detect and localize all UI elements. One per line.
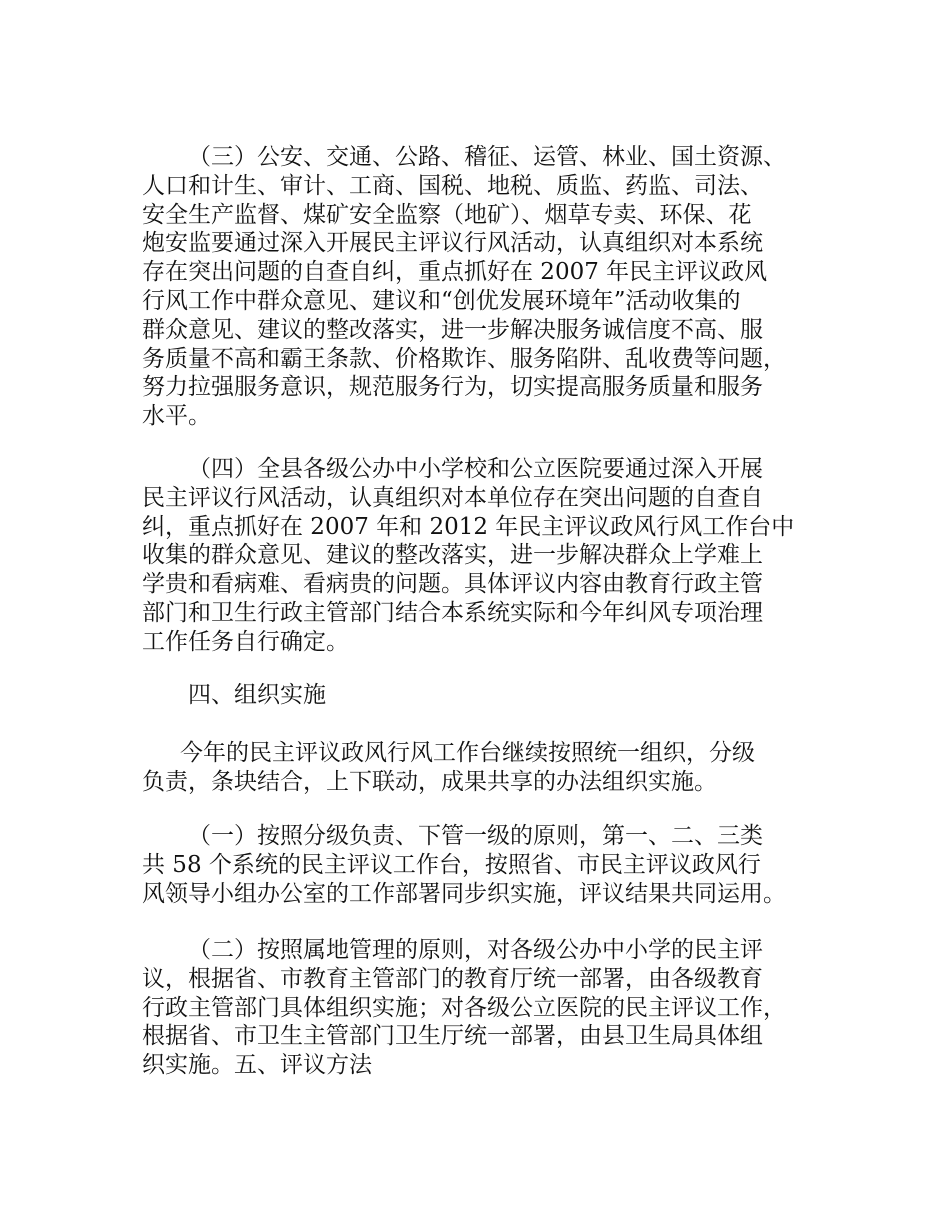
paragraph-line: 负责，条块结合，上下联动，成果共享的办法组织实施。 (142, 768, 717, 795)
paragraph-intro (142, 739, 832, 797)
paragraph-line: （二）按照属地管理的原则，对各级公办中小学的民主评 (188, 937, 763, 963)
paragraph-four (142, 455, 832, 657)
paragraph-line: （四）全县各级公办中小学校和公立医院要通过深入开展 (188, 456, 763, 482)
paragraph-line: 今年的民主评议政风行风工作台继续按照统一组织，分级 (180, 740, 755, 766)
paragraph-line: 安全生产监督、煤矿安全监察（地矿）、烟草专卖、环保、花 (142, 201, 752, 228)
heading-line: 四、组织实施 (188, 682, 326, 708)
paragraph-line: 织实施。五、评议方法 (142, 1052, 372, 1079)
paragraph-line: 纠，重点抓好在 2007 年和 2012 年民主评议政风行风工作台中 (142, 513, 795, 540)
paragraph-line: 收集的群众意见、建议的整改落实，进一步解决群众上学难上 (142, 542, 763, 569)
paragraph-line: 炮安监要通过深入开展民主评议行风活动，认真组织对本系统 (142, 230, 763, 257)
paragraph-line: 部门和卫生行政主管部门结合本系统实际和今年纠风专项治理 (142, 599, 763, 626)
paragraph-line: 务质量不高和霸王条款、价格欺诈、服务陷阱、乱收费等问题， (142, 345, 786, 372)
paragraph-line: 民主评议行风活动，认真组织对本单位存在突出问题的自查自 (142, 484, 763, 511)
paragraph-line: 根据省、市卫生主管部门卫生厅统一部署，由县卫生局具体组 (142, 1023, 763, 1050)
paragraph-line: 行政主管部门具体组织实施；对各级公立医院的民主评议工作， (142, 994, 786, 1021)
paragraph-line: （三）公安、交通、公路、稽征、运管、林业、国土资源、 (188, 144, 786, 170)
section-heading (142, 681, 832, 710)
paragraph-line: 水平。 (142, 403, 211, 430)
paragraph-line: 共 58 个系统的民主评议工作台，按照省、市民主评议政风行 (142, 851, 761, 878)
paragraph-three (142, 143, 832, 431)
paragraph-line: 议，根据省、市教育主管部门的教育厅统一部署，由各级教育 (142, 965, 763, 992)
paragraph-two (142, 936, 832, 1080)
paragraph-one (142, 822, 832, 908)
paragraph-line: 风领导小组办公室的工作部署同步织实施，评议结果共同运用。 (142, 880, 786, 907)
paragraph-line: 努力拉强服务意识，规范服务行为，切实提高服务质量和服务 (142, 374, 763, 401)
paragraph-line: 工作任务自行确定。 (142, 628, 349, 655)
paragraph-line: 行风工作中群众意见、建议和“创优发展环境年”活动收集的 (142, 287, 741, 314)
paragraph-line: 群众意见、建议的整改落实，进一步解决服务诚信度不高、服 (142, 316, 763, 343)
paragraph-line: 存在突出问题的自查自纠，重点抓好在 2007 年民主评议政风 (142, 259, 768, 286)
paragraph-line: 学贵和看病难、看病贵的问题。具体评议内容由教育行政主管 (142, 571, 763, 598)
paragraph-line: 人口和计生、审计、工商、国税、地税、质监、药监、司法、 (142, 172, 763, 199)
paragraph-line: （一）按照分级负责、下管一级的原则，第一、二、三类 (188, 823, 763, 849)
